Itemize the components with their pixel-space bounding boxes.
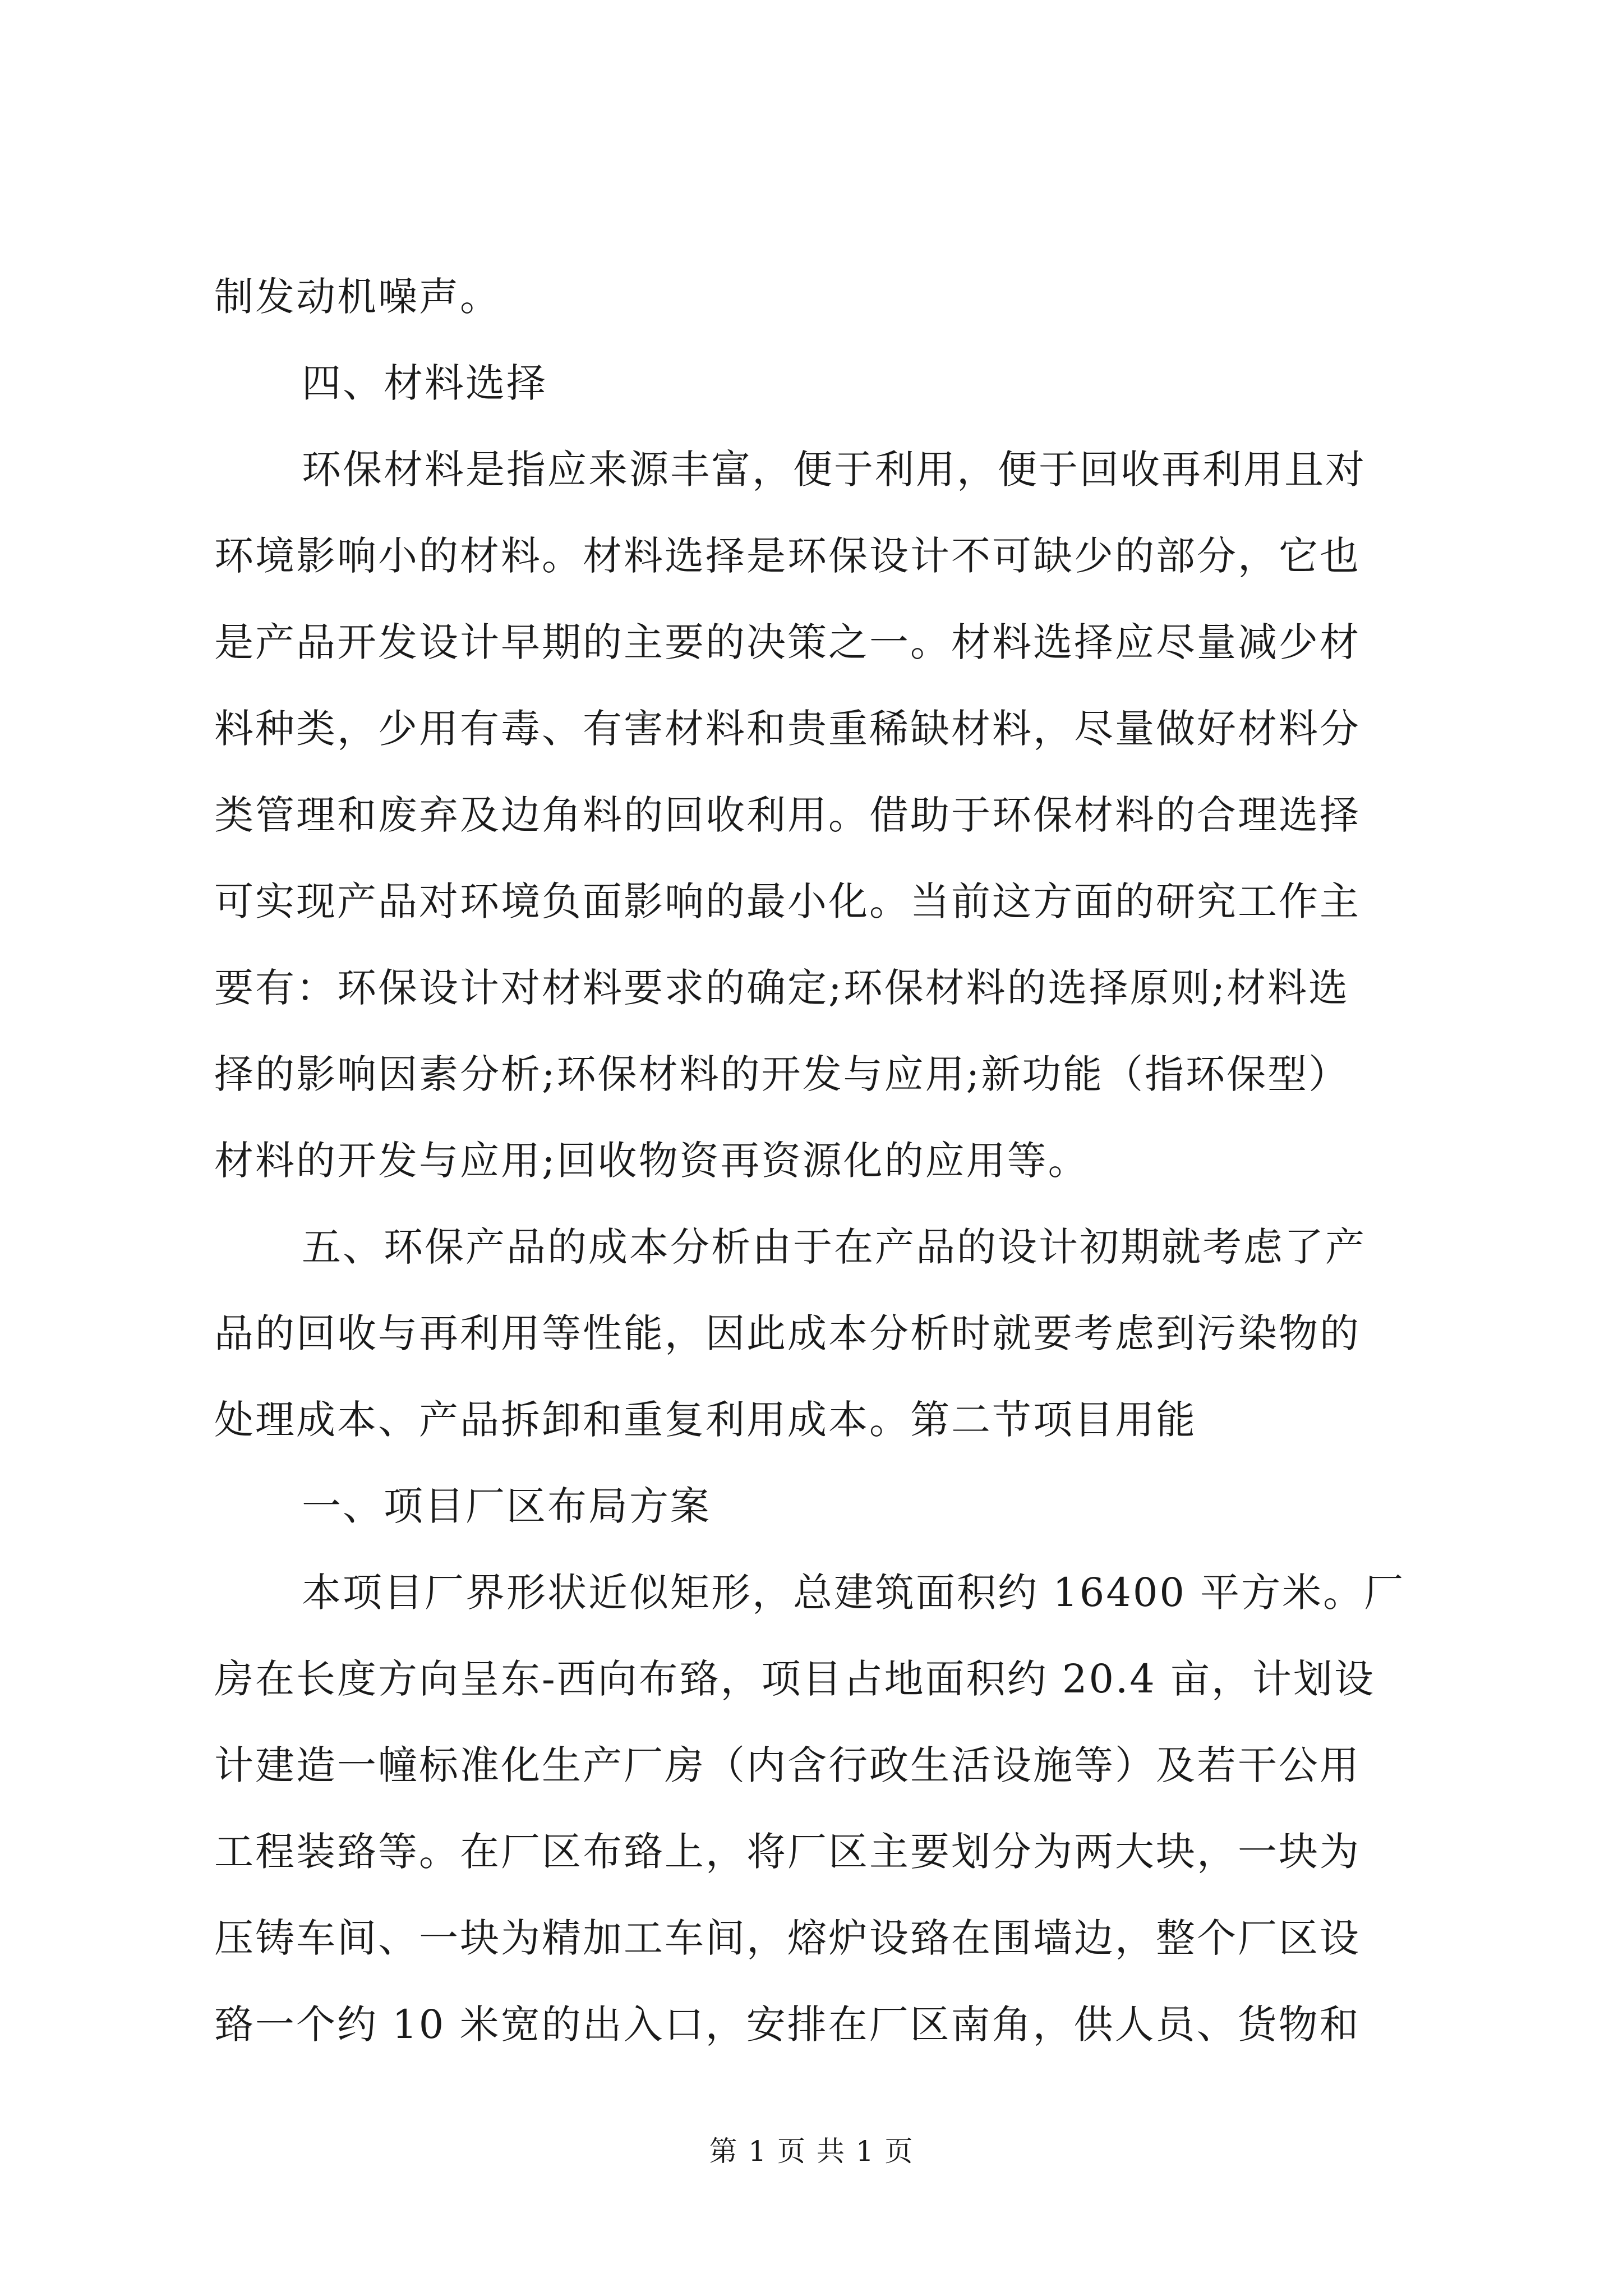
section-heading: 一、项目厂区布局方案	[302, 1483, 711, 1529]
section-heading: 四、材料选择	[302, 360, 547, 406]
text-line: 类管理和废弃及边角料的回收利用。借助于环保材料的合理选择	[214, 792, 1361, 838]
text-line: 是产品开发设计早期的主要的决策之一。材料选择应尽量减少材	[214, 619, 1361, 665]
text-line: 制发动机噪声。	[214, 274, 501, 320]
text-line: 房在长度方向呈东-西向布臵，项目占地面积约 20.4 亩，计划设	[214, 1656, 1376, 1702]
text-line: 料种类，少用有毒、有害材料和贵重稀缺材料，尽量做好材料分	[214, 706, 1361, 752]
text-line: 处理成本、产品拆卸和重复利用成本。第二节项目用能	[214, 1397, 1197, 1443]
document-body	[214, 254, 1420, 2068]
paragraph-first-line: 本项目厂界形状近似矩形，总建筑面积约 16400 平方米。厂	[302, 1570, 1405, 1616]
paragraph-first-line: 环保材料是指应来源丰富，便于利用，便于回收再利用且对	[302, 447, 1366, 493]
text-line: 计建造一幢标准化生产厂房（内含行政生活设施等）及若干公用	[214, 1742, 1361, 1788]
text-line: 臵一个约 10 米宽的出入口，安排在厂区南角，供人员、货物和	[214, 2001, 1361, 2047]
text-line: 工程装臵等。在厂区布臵上，将厂区主要划分为两大块，一块为	[214, 1829, 1361, 1875]
text-line: 材料的开发与应用;回收物资再资源化的应用等。	[214, 1138, 1089, 1184]
text-line: 环境影响小的材料。材料选择是环保设计不可缺少的部分，它也	[214, 533, 1361, 579]
text-line: 压铸车间、一块为精加工车间，熔炉设臵在围墙边，整个厂区设	[214, 1915, 1361, 1961]
page-footer	[0, 2132, 1623, 2171]
paragraph-first-line: 五、环保产品的成本分析由于在产品的设计初期就考虑了产	[302, 1224, 1366, 1270]
text-line: 品的回收与再利用等性能，因此成本分析时就要考虑到污染物的	[214, 1310, 1361, 1356]
text-line: 要有：环保设计对材料要求的确定;环保材料的选择原则;材料选	[214, 965, 1350, 1011]
text-line: 择的影响因素分析;环保材料的开发与应用;新功能（指环保型）	[214, 1051, 1350, 1097]
page-indicator: 第 1 页 共 1 页	[709, 2135, 914, 2168]
text-line: 可实现产品对环境负面影响的最小化。当前这方面的研究工作主	[214, 878, 1361, 924]
